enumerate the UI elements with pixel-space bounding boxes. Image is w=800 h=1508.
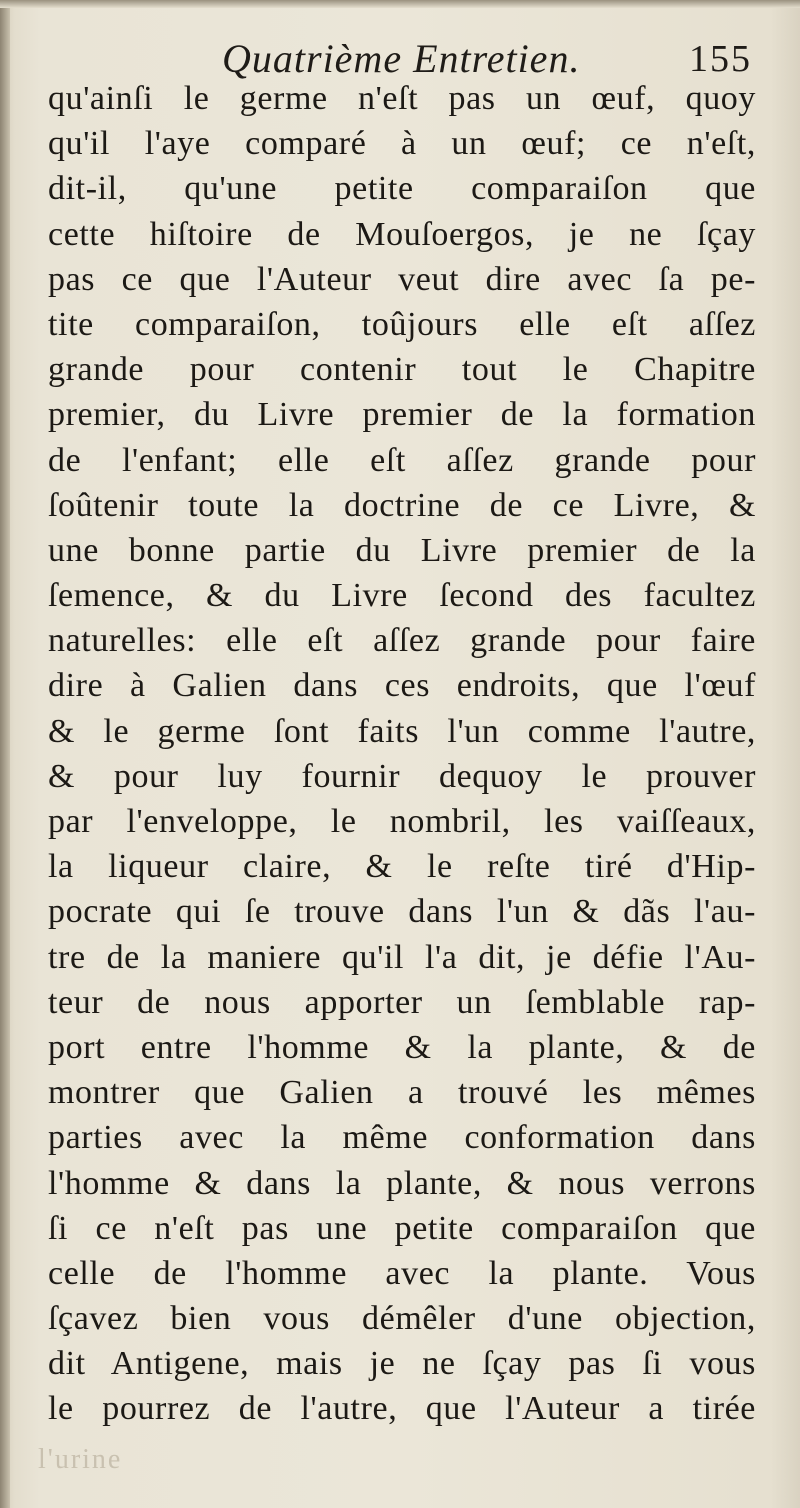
text-line: port entre l'homme & la plante, & de: [48, 1028, 756, 1066]
running-title: Quatrième Entretien.: [222, 36, 581, 81]
text-line: pas ce que l'Auteur veut dire avec ſa pe-: [48, 260, 756, 298]
text-line: cette hiſtoire de Mouſoergos, je ne ſçay: [48, 215, 756, 253]
text-line: la liqueur claire, & le reſte tiré d'Hip-: [48, 848, 756, 886]
text-line: parties avec la même conformation dans: [48, 1119, 756, 1157]
text-line: tre de la maniere qu'il l'a dit, je défie l'Au-: [48, 938, 756, 976]
text-line: tite comparaiſon, toûjours elle eſt aſſez: [48, 305, 756, 343]
text-line: de l'enfant; elle eſt aſſez grande pour: [48, 441, 756, 479]
text-line: par l'enveloppe, le nombril, les vaiſſeaux,: [48, 803, 756, 840]
text-line: celle de l'homme avec la plante. Vous: [48, 1254, 756, 1292]
text-line: & le germe ſont faits l'un comme l'autre,: [48, 712, 756, 750]
body-text: [48, 76, 756, 1432]
text-line: & pour luy fournir dequoy le prouver: [48, 757, 756, 795]
text-line: dire à Galien dans ces endroits, que l'œuf: [48, 667, 756, 705]
text-line: ſçavez bien vous démêler d'une objection,: [48, 1300, 756, 1338]
binding-edge: [0, 0, 10, 1508]
text-line: dit-il, qu'une petite comparaiſon que: [48, 170, 756, 208]
text-line: premier, du Livre premier de la formation: [48, 396, 756, 434]
catchword-show-through: l'urine: [38, 1444, 123, 1475]
text-line: pocrate qui ſe trouve dans l'un & dãs l'au-: [48, 893, 756, 931]
text-line: naturelles: elle eſt aſſez grande pour faire: [48, 622, 756, 660]
text-line: dit Antigene, mais je ne ſçay pas ſi vous: [48, 1345, 756, 1383]
text-line: teur de nous apporter un ſemblable rap-: [48, 983, 756, 1021]
text-line: l'homme & dans la plante, & nous verrons: [48, 1164, 756, 1202]
page-number: 155: [689, 38, 752, 80]
top-edge: [0, 0, 800, 8]
text-line: montrer que Galien a trouvé les mêmes: [48, 1074, 756, 1112]
text-line: ſoûtenir toute la doctrine de ce Livre, &: [48, 486, 756, 524]
text-line: ſi ce n'eſt pas une petite comparaiſon que: [48, 1209, 756, 1247]
text-line: qu'il l'aye comparé à un œuf; ce n'eſt,: [48, 125, 756, 163]
text-line: une bonne partie du Livre premier de la: [48, 531, 756, 569]
text-line: ſemence, & du Livre ſecond des facultez: [48, 577, 756, 615]
text-line: qu'ainſi le germe n'eſt pas un œuf, quoy: [48, 80, 756, 117]
text-line: grande pour contenir tout le Chapitre: [48, 351, 756, 389]
text-line: le pourrez de l'autre, que l'Auteur a tirée: [48, 1390, 756, 1428]
